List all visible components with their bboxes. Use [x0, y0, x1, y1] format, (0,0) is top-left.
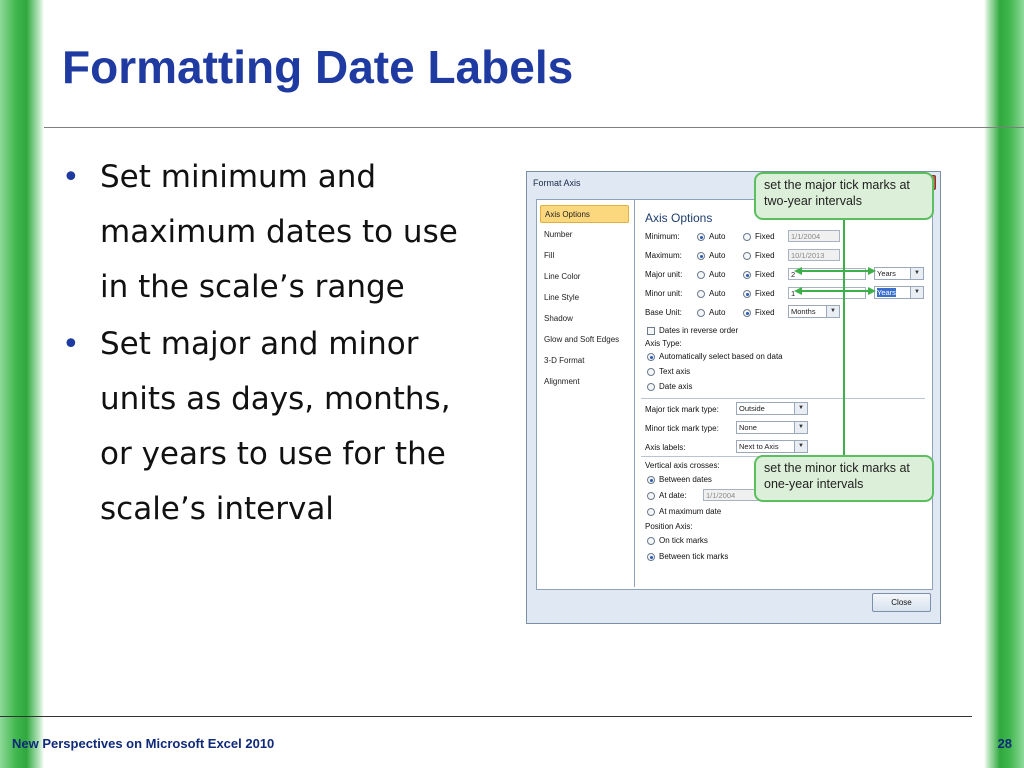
- nav-item-fill[interactable]: Fill: [544, 251, 555, 260]
- major-unit-select[interactable]: Years ▼: [874, 267, 924, 280]
- maximum-label: Maximum:: [645, 251, 682, 260]
- chevron-down-icon[interactable]: ▼: [794, 422, 807, 433]
- minimum-label: Minimum:: [645, 232, 680, 241]
- crosses-at-date-field[interactable]: 1/1/2004: [703, 489, 781, 501]
- major-unit-auto-radio[interactable]: [697, 271, 705, 279]
- minor-unit-fixed-label: Fixed: [755, 289, 775, 298]
- maximum-fixed-label: Fixed: [755, 251, 775, 260]
- nav-item-alignment[interactable]: Alignment: [544, 377, 580, 386]
- minor-unit-auto-label: Auto: [709, 289, 726, 298]
- maximum-fixed-radio[interactable]: [743, 252, 751, 260]
- maximum-auto-radio[interactable]: [697, 252, 705, 260]
- position-on-ticks-radio[interactable]: [647, 537, 655, 545]
- page-number: 28: [997, 736, 1012, 751]
- crosses-between-radio[interactable]: [647, 476, 655, 484]
- arrow-right-icon: [868, 267, 876, 275]
- major-unit-fixed-radio[interactable]: [743, 271, 751, 279]
- minor-tick-select[interactable]: None ▼: [736, 421, 808, 434]
- pane-title: Axis Options: [645, 211, 713, 225]
- bullet-item: • Set minimum and maximum dates to use in the scale’s range: [62, 150, 492, 315]
- major-unit-fixed-label: Fixed: [755, 270, 775, 279]
- major-unit-auto-label: Auto: [709, 270, 726, 279]
- vertical-crosses-label: Vertical axis crosses:: [645, 461, 720, 470]
- base-unit-label: Base Unit:: [645, 308, 682, 317]
- base-unit-select[interactable]: Months ▼: [788, 305, 840, 318]
- axis-type-date-radio[interactable]: [647, 383, 655, 391]
- major-tick-label: Major tick mark type:: [645, 405, 719, 414]
- axis-type-auto-radio[interactable]: [647, 353, 655, 361]
- minimum-fixed-label: Fixed: [755, 232, 775, 241]
- axis-type-label: Axis Type:: [645, 339, 682, 348]
- minor-unit-fixed-radio[interactable]: [743, 290, 751, 298]
- bullet-item: • Set major and minor units as days, months, or years to use for the scale’s interval: [62, 317, 492, 537]
- bullet-dot-icon: •: [62, 160, 80, 195]
- chevron-down-icon[interactable]: ▼: [910, 268, 923, 279]
- base-unit-fixed-radio[interactable]: [743, 309, 751, 317]
- base-unit-auto-radio[interactable]: [697, 309, 705, 317]
- format-axis-dialog: [526, 171, 941, 624]
- separator: [641, 398, 925, 399]
- reverse-order-checkbox[interactable]: [647, 327, 655, 335]
- dialog-nav: [537, 200, 635, 587]
- nav-item-number[interactable]: Number: [544, 230, 573, 239]
- axis-options-pane: [637, 200, 929, 587]
- crosses-at-date-radio[interactable]: [647, 492, 655, 500]
- minor-tick-label: Minor tick mark type:: [645, 424, 719, 433]
- position-between-ticks-radio[interactable]: [647, 553, 655, 561]
- major-unit-arrow-line: [798, 270, 872, 272]
- bullet-dot-icon: •: [62, 327, 80, 362]
- crosses-between-label: Between dates: [659, 475, 712, 484]
- axis-type-date-label: Date axis: [659, 382, 693, 391]
- minimum-auto-radio[interactable]: [697, 233, 705, 241]
- maximum-field[interactable]: 10/1/2013: [788, 249, 840, 261]
- slide-title: Formatting Date Labels: [62, 41, 574, 93]
- right-green-stripe: [984, 0, 1024, 768]
- minor-unit-auto-radio[interactable]: [697, 290, 705, 298]
- callout-connector-line: [843, 220, 845, 455]
- major-unit-field[interactable]: 2: [788, 268, 866, 280]
- chevron-down-icon[interactable]: ▼: [794, 441, 807, 452]
- arrow-left-icon: [794, 287, 802, 295]
- minor-unit-select[interactable]: Years ▼: [874, 286, 924, 299]
- major-tick-select[interactable]: Outside ▼: [736, 402, 808, 415]
- axis-labels-select[interactable]: Next to Axis ▼: [736, 440, 808, 453]
- title-divider: [44, 127, 1024, 128]
- left-green-stripe: [0, 0, 44, 768]
- maximum-auto-label: Auto: [709, 251, 726, 260]
- footer-text: New Perspectives on Microsoft Excel 2010: [12, 736, 275, 751]
- dialog-title: Format Axis: [533, 178, 581, 188]
- reverse-order-label: Dates in reverse order: [659, 326, 739, 335]
- base-unit-auto-label: Auto: [709, 308, 726, 317]
- close-button[interactable]: Close: [872, 593, 931, 612]
- major-unit-label: Major unit:: [645, 270, 683, 279]
- crosses-at-max-label: At maximum date: [659, 507, 722, 516]
- axis-type-auto-label: Automatically select based on data: [659, 352, 783, 361]
- axis-labels-label: Axis labels:: [645, 443, 686, 452]
- minimum-field[interactable]: 1/1/2004: [788, 230, 840, 242]
- minimum-fixed-radio[interactable]: [743, 233, 751, 241]
- nav-item-axis-options[interactable]: Axis Options: [540, 205, 629, 223]
- dialog-body: [536, 199, 933, 590]
- base-unit-fixed-label: Fixed: [755, 308, 775, 317]
- chevron-down-icon[interactable]: ▼: [826, 306, 839, 317]
- chevron-down-icon[interactable]: ▼: [910, 287, 923, 298]
- nav-item-3d-format[interactable]: 3-D Format: [544, 356, 585, 365]
- minor-tick-callout: set the minor tick marks at one-year intervals: [754, 455, 934, 502]
- nav-item-shadow[interactable]: Shadow: [544, 314, 573, 323]
- major-tick-callout: set the major tick marks at two-year intervals: [754, 172, 934, 220]
- crosses-at-max-radio[interactable]: [647, 508, 655, 516]
- minor-unit-label: Minor unit:: [645, 289, 683, 298]
- crosses-at-date-label: At date:: [659, 491, 687, 500]
- nav-item-line-style[interactable]: Line Style: [544, 293, 580, 302]
- arrow-right-icon: [868, 287, 876, 295]
- nav-item-line-color[interactable]: Line Color: [544, 272, 581, 281]
- chevron-down-icon[interactable]: ▼: [794, 403, 807, 414]
- arrow-left-icon: [794, 267, 802, 275]
- footer-divider: [0, 716, 972, 717]
- position-axis-label: Position Axis:: [645, 522, 693, 531]
- minor-unit-arrow-line: [798, 290, 872, 292]
- nav-item-glow-soft-edges[interactable]: Glow and Soft Edges: [544, 335, 620, 344]
- minor-unit-field[interactable]: 1: [788, 287, 866, 299]
- minimum-auto-label: Auto: [709, 232, 726, 241]
- axis-type-text-radio[interactable]: [647, 368, 655, 376]
- axis-type-text-label: Text axis: [659, 367, 691, 376]
- bullet-list: [62, 150, 492, 539]
- position-on-ticks-label: On tick marks: [659, 536, 708, 545]
- position-between-ticks-label: Between tick marks: [659, 552, 729, 561]
